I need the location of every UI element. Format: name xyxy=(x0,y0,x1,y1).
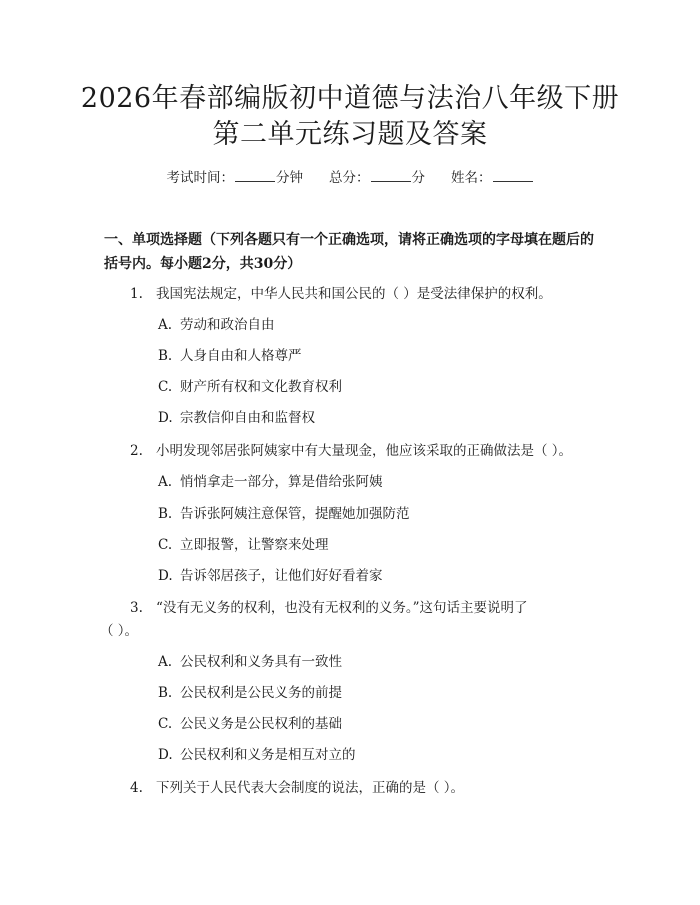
option-1c xyxy=(158,377,342,397)
option-1d xyxy=(158,408,315,428)
option-letter: B. xyxy=(158,348,173,364)
question-text: 下列关于人民代表大会制度的说法，正确的是（ ）。 xyxy=(156,780,465,796)
option-text: 公民权利和义务是相互对立的 xyxy=(180,747,356,763)
time-blank[interactable] xyxy=(235,169,275,182)
option-3b xyxy=(158,683,342,703)
option-text: 立即报警，让警察来处理 xyxy=(180,537,329,553)
option-letter: D. xyxy=(158,747,173,763)
option-3a xyxy=(158,652,342,672)
question-text: 我国宪法规定，中华人民共和国公民的（ ）是受法律保护的权利。 xyxy=(156,286,552,302)
question-number: 2. xyxy=(130,443,143,459)
exam-meta-line xyxy=(0,168,700,188)
question-number: 1. xyxy=(130,286,143,302)
option-letter: D. xyxy=(158,568,173,584)
score-blank[interactable] xyxy=(371,169,411,182)
question-3 xyxy=(130,598,528,618)
option-letter: B. xyxy=(158,685,173,701)
name-label: 姓名： xyxy=(451,170,492,186)
option-2c xyxy=(158,535,329,555)
option-letter: C. xyxy=(158,716,173,732)
question-4 xyxy=(130,778,464,798)
document-title-line2: 第二单元练习题及答案 xyxy=(212,119,488,150)
option-text: 劳动和政治自由 xyxy=(180,317,275,333)
option-1b xyxy=(158,346,302,366)
option-2b xyxy=(158,504,410,524)
option-letter: D. xyxy=(158,410,173,426)
question-1 xyxy=(130,284,552,304)
question-number: 3. xyxy=(130,600,143,616)
document-title-line1: 2026年春部编版初中道德与法治八年级下册 xyxy=(80,83,620,114)
question-2 xyxy=(130,441,572,461)
score-label: 总分： xyxy=(329,170,370,186)
option-text: 人身自由和人格尊严 xyxy=(180,348,302,364)
option-text: 告诉张阿姨注意保管，提醒她加强防范 xyxy=(180,506,410,522)
option-letter: A. xyxy=(158,317,173,333)
option-1a xyxy=(158,315,275,335)
question-text: 小明发现邻居张阿姨家中有大量现金，他应该采取的正确做法是（ ）。 xyxy=(156,443,573,459)
option-text: 宗教信仰自由和监督权 xyxy=(180,410,315,426)
section-heading-single-choice: 一、单项选择题（下列各题只有一个正确选项，请将正确选项的字母填在题后的括号内。每小题2分，共30分） xyxy=(104,232,594,272)
option-2d xyxy=(158,566,383,586)
option-text: 财产所有权和文化教育权利 xyxy=(180,379,342,395)
score-unit: 分 xyxy=(411,170,425,186)
option-text: 公民义务是公民权利的基础 xyxy=(180,716,342,732)
option-text: 公民权利是公民义务的前提 xyxy=(180,685,342,701)
time-unit: 分钟 xyxy=(276,170,303,186)
name-blank[interactable] xyxy=(493,169,533,182)
option-letter: C. xyxy=(158,537,173,553)
option-letter: A. xyxy=(158,654,173,670)
option-text: 告诉邻居孩子，让他们好好看着家 xyxy=(180,568,383,584)
question-text-line1: “没有无义务的权利，也没有无权利的义务。”这句话主要说明了 xyxy=(156,600,528,616)
option-letter: B. xyxy=(158,506,173,522)
time-label: 考试时间： xyxy=(166,170,234,186)
question-number: 4. xyxy=(130,780,143,796)
option-text: 悄悄拿走一部分，算是借给张阿姨 xyxy=(180,474,383,490)
option-letter: A. xyxy=(158,474,173,490)
option-letter: C. xyxy=(158,379,173,395)
question-3-continuation: （ ）。 xyxy=(100,623,139,639)
option-2a xyxy=(158,472,383,492)
option-3d xyxy=(158,745,356,765)
option-text: 公民权利和义务具有一致性 xyxy=(180,654,342,670)
option-3c xyxy=(158,714,342,734)
